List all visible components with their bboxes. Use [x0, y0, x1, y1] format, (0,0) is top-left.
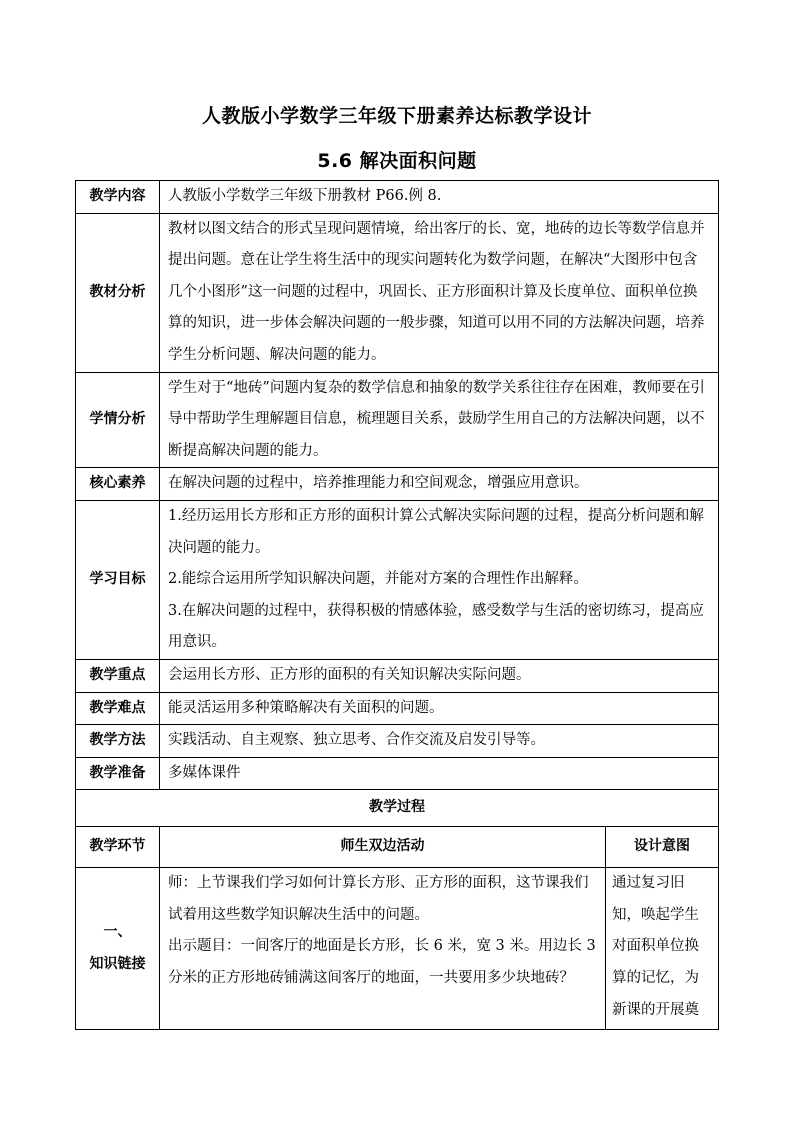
row-content: [160, 372, 719, 468]
row-content: [160, 468, 719, 501]
row-content-para: 1.经历运用长方形和正方形的面积计算公式解决实际问题的过程，提高分析问题和解决问题的能力。: [168, 507, 704, 556]
row-label: 学情分析: [76, 372, 160, 468]
info-row: [76, 372, 719, 468]
row-content-para: 实践活动、自主观察、独立思考、合作交流及启发引导等。: [168, 732, 545, 749]
process-heading: 教学过程: [76, 790, 719, 827]
row-content: [160, 692, 719, 725]
row-label: 学习目标: [76, 500, 160, 659]
row-content-para: 能灵活运用多种策略解决有关面积的问题。: [168, 699, 444, 716]
col-header-activity: 师生双边活动: [160, 827, 606, 868]
row-content-para: 多媒体课件: [168, 764, 241, 781]
row-content: [160, 500, 719, 659]
row-label: 教学准备: [76, 757, 160, 790]
stage-1-activity: [160, 868, 606, 1030]
row-content: [160, 757, 719, 790]
row-content-para: 人教版小学数学三年级下册教材 P66.例 8.: [168, 188, 442, 204]
document-title: 人教版小学数学三年级下册素养达标教学设计: [201, 105, 592, 127]
row-content: [160, 725, 719, 758]
row-content: [160, 213, 719, 372]
row-content: [160, 181, 719, 214]
row-label: 核心素养: [76, 468, 160, 501]
row-content-para: 教材以图文结合的形式呈现问题情境，给出客厅的长、宽，地砖的边长等数学信息并提出问题。意在让学生将生活中的现实问题转化为数学问题，在解决“大图形中包含几个小图形”这一问题的过程中，巩固长、正方形面积计算及长度单位、面积单位换算的知识，进一步体会解决问题的一般步骤，知道可以用不同的方法解决问题，培养学生分析问题、解决问题的能力。: [168, 220, 705, 363]
info-row: [76, 468, 719, 501]
row-label: 教学方法: [76, 725, 160, 758]
info-row: [76, 725, 719, 758]
lesson-plan-table: [75, 180, 719, 1030]
row-label: 教学内容: [76, 181, 160, 214]
col-header-intent: 设计意图: [606, 827, 719, 868]
info-row: [76, 213, 719, 372]
row-content-para: 学生对于“地砖”问题内复杂的数学信息和抽象的数学关系往往存在困难，教师要在引导中帮助学生理解题目信息，梳理题目关系，鼓励学生用自己的方法解决问题，以不断提高解决问题的能力。: [168, 379, 705, 459]
info-row: [76, 692, 719, 725]
stage-1-activity-para: 出示题目：一间客厅的地面是长方形，长 6 米，宽 3 米。用边长 3 分米的正方形地砖铺满这间客厅的地面，一共要用多少块地砖？: [168, 938, 596, 987]
row-content-para: 在解决问题的过程中，培养推理能力和空间观念，增强应用意识。: [168, 475, 589, 492]
row-label: 教学难点: [76, 692, 160, 725]
info-row: [76, 757, 719, 790]
col-header-stage: 教学环节: [76, 827, 160, 868]
row-content-para: 2.能综合运用所学知识解决问题，并能对方案的合理性作出解释。: [168, 571, 588, 588]
row-content: [160, 659, 719, 692]
row-content-para: 会运用长方形、正方形的面积的有关知识解决实际问题。: [168, 666, 531, 683]
info-row: [76, 500, 719, 659]
row-label: 教学重点: [76, 659, 160, 692]
stage-1-label: [76, 868, 160, 1030]
row-label: 教材分析: [76, 213, 160, 372]
info-row: [76, 181, 719, 214]
row-content-para: 3.在解决问题的过程中，获得积极的情感体验，感受数学与生活的密切练习，提高应用意识。: [168, 602, 704, 651]
lesson-title: 5.6 解决面积问题: [317, 150, 477, 172]
stage-1-intent: 通过复习旧知，唤起学生对面积单位换算的记忆，为新课的开展奠: [606, 868, 719, 1030]
stage-1-number: 一、: [103, 924, 132, 941]
stage-1-name: 知识链接: [89, 955, 146, 972]
info-row: [76, 659, 719, 692]
stage-1-activity-para: 师：上节课我们学习如何计算长方形、正方形的面积，这节课我们试着用这些数学知识解决生活中的问题。: [168, 875, 589, 923]
